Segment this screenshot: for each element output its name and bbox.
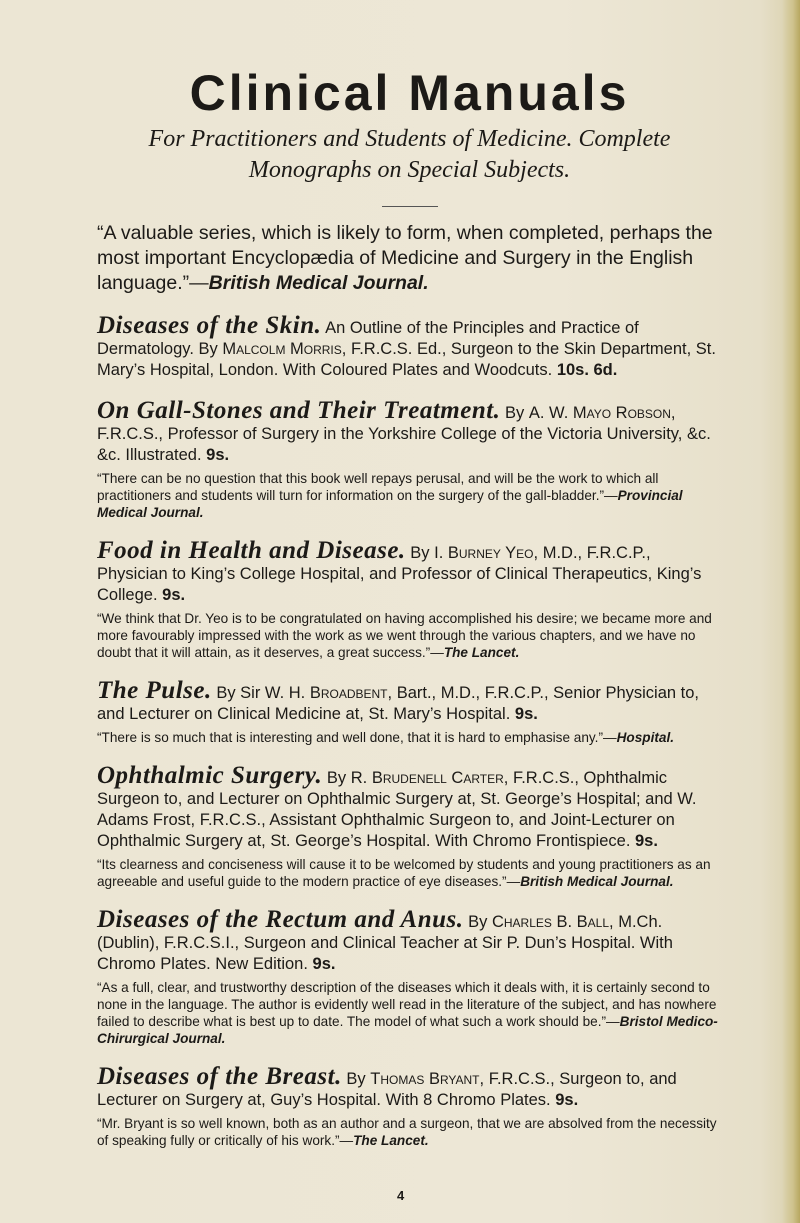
entry-heading: Ophthalmic Surgery.: [97, 762, 323, 789]
catalogue-entry: [97, 906, 722, 1047]
entry-description: [97, 906, 722, 975]
entry-review-quote: [97, 470, 722, 521]
quote-source: British Medical Journal.: [520, 874, 674, 889]
intro-text: “A valuable series, which is likely to form, when completed, perhaps the most important Encyclopædia of Medicine and Surgery in the English language.”—: [97, 222, 713, 294]
entry-description: [97, 1063, 722, 1111]
page-number: 4: [397, 1188, 405, 1203]
intro-source: British Medical Journal.: [208, 272, 429, 294]
entry-details: , M.Ch. (Dublin), F.R.C.S.I., Surgeon and Clinical Teacher at Sir P. Dun’s Hospital. With Chromo Plates. New Edition.: [97, 913, 673, 973]
entry-description: [97, 312, 722, 381]
entry-by: By: [468, 913, 488, 931]
quote-source: Provincial Medical Journal.: [97, 488, 683, 520]
entry-heading: The Pulse.: [97, 677, 212, 704]
quote-source: The Lancet.: [443, 645, 520, 660]
catalogue-entry: [97, 1063, 722, 1149]
entry-price: 9s.: [206, 446, 230, 464]
quote-source: Bristol Medico-Chirurgical Journal.: [97, 1014, 718, 1046]
entry-author: I. Burney Yeo: [434, 544, 534, 562]
entry-description: [97, 397, 722, 466]
entry-author: R. Brudenell Carter: [350, 769, 504, 787]
entry-heading: Food in Health and Disease.: [97, 537, 406, 564]
entry-description: [97, 762, 722, 852]
page-title: Clinical Manuals: [189, 65, 630, 121]
quote-source: Hospital.: [616, 730, 674, 745]
entry-author: Charles B. Ball: [491, 913, 610, 931]
entry-review-quote: [97, 729, 722, 746]
entry-details: , M.D., F.R.C.P., Physician to King’s College Hospital, and Professor of Clinical Therapeutics, King’s College.: [97, 544, 702, 604]
entry-price: 9s.: [555, 1091, 579, 1109]
entries-list: [97, 312, 722, 1149]
catalogue-entry: [97, 762, 722, 890]
entry-details: , F.R.C.S. Ed., Surgeon to the Skin Department, St. Mary’s Hospital, London. With Coloured Plates and Woodcuts.: [97, 340, 716, 379]
entry-description: [97, 677, 722, 725]
subtitle: [97, 124, 722, 186]
entry-by: An Outline of the Principles and Practice of Dermatology. By: [97, 319, 639, 358]
catalogue-entry: [97, 312, 722, 381]
quote-source: The Lancet.: [353, 1133, 429, 1148]
entry-review-quote: [97, 979, 722, 1047]
entry-author: Malcolm Morris: [222, 340, 342, 358]
entry-price: 10s. 6d.: [556, 361, 618, 379]
entry-price: 9s.: [514, 705, 538, 723]
quote-text: “As a full, clear, and trustworthy description of the diseases which it deals with, it is certainly second to none in the language. The author is evidently well read in the literature of the subject, and has nowhere failed to describe what is best up to date. The model of what such a work should be.”—: [97, 980, 717, 1029]
entry-details: , Bart., M.D., F.R.C.P., Senior Physician to, and Lecturer on Clinical Medicine at, St. Mary’s Hospital.: [97, 684, 700, 723]
entry-author: W. H. Broadbent: [264, 684, 388, 702]
entry-heading: On Gall-Stones and Their Treatment.: [97, 397, 501, 424]
page-edge: [782, 0, 800, 1223]
entry-review-quote: [97, 856, 722, 890]
entry-by: By: [326, 769, 347, 787]
entry-review-quote: [97, 610, 722, 661]
entry-details: , F.R.C.S., Surgeon to, and Lecturer on Surgery at, Guy’s Hospital. With 8 Chromo Plates.: [97, 1070, 677, 1109]
entry-by: By: [346, 1070, 366, 1088]
entry-details: , F.R.C.S., Professor of Surgery in the Yorkshire College of the Victoria University, &c. &c. Illustrated.: [97, 404, 711, 464]
quote-text: “Mr. Bryant is so well known, both as an author and a surgeon, that we are absolved from the necessity of speaking fully or critically of his work.”—: [97, 1116, 717, 1148]
quote-text: “Its clearness and conciseness will cause it to be welcomed by students and young practitioners as an agreeable and useful guide to the modern practice of eye diseases.”—: [97, 857, 711, 889]
subtitle-line-2: Monographs on Special Subjects.: [248, 157, 571, 183]
catalogue-entry: [97, 397, 722, 521]
quote-text: “We think that Dr. Yeo is to be congratulated on having accomplished his desire; we became more and more favourably impressed with the work as we went through the various chapters, and we have no doubt that it will attain, as it deserves, a great success.”—: [97, 611, 712, 660]
subtitle-line-1: For Practitioners and Students of Medicine. Complete: [148, 126, 671, 152]
entry-by: By: [410, 544, 430, 562]
divider-rule: [382, 206, 438, 207]
catalogue-entry: [97, 677, 722, 746]
entry-by: By Sir: [216, 684, 261, 702]
entry-review-quote: [97, 1115, 722, 1149]
catalogue-entry: [97, 537, 722, 661]
quote-text: “There is so much that is interesting and well done, that it is hard to emphasise any.”—: [97, 730, 617, 745]
entry-author: A. W. Mayo Robson: [528, 404, 671, 422]
intro-quote: [97, 221, 722, 296]
entry-details: , F.R.C.S., Ophthalmic Surgeon to, and Lecturer on Ophthalmic Surgery at, St. George’s Hospital; and W. Adams Frost, F.R.C.S., Assistant Ophthalmic Surgeon to, and Joint-Lecturer on Ophthalmic Surgery at, St. George’s Hospital. With Chromo Frontispiece.: [97, 769, 697, 850]
entry-price: 9s.: [635, 832, 658, 850]
entry-heading: Diseases of the Rectum and Anus.: [97, 906, 464, 933]
entry-by: By: [505, 404, 525, 422]
catalogue-page: [97, 66, 722, 1149]
quote-text: “There can be no question that this book well repays perusal, and will be the work to which all practitioners and students will turn for information on the surgery of the gall-bladder.”—: [97, 471, 659, 503]
entry-heading: Diseases of the Breast.: [97, 1063, 342, 1090]
entry-author: Thomas Bryant: [370, 1070, 480, 1088]
entry-price: 9s.: [162, 586, 186, 604]
entry-price: 9s.: [312, 955, 336, 973]
entry-heading: Diseases of the Skin.: [97, 312, 322, 339]
entry-description: [97, 537, 722, 606]
